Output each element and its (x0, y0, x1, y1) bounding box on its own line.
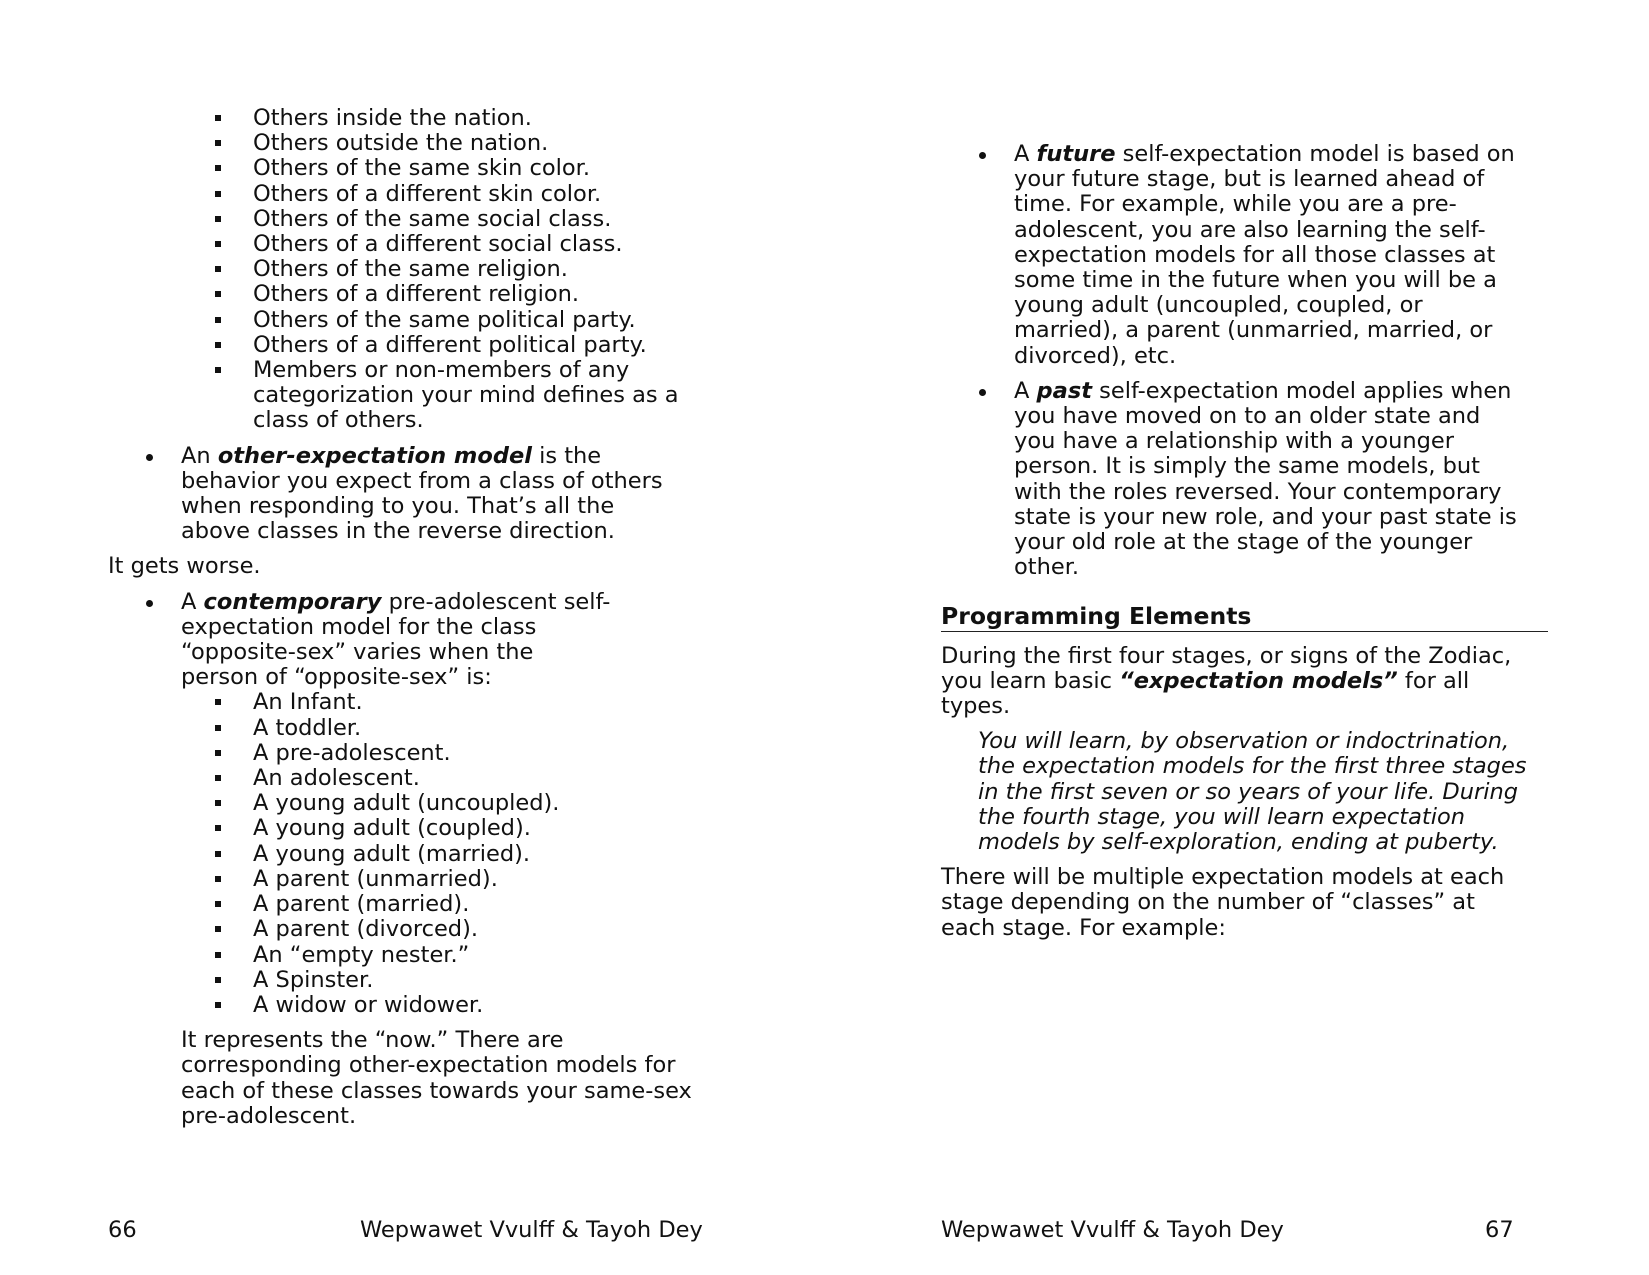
list-item: A widow or widower. (215, 993, 613, 1018)
stage-list (215, 690, 613, 1018)
term-past: past (1036, 377, 1092, 404)
future-item: A future self-expectation model is based on your future stage, but is learned ahead of time. For example, while you are a pre-adolescent, you are also learning the self-expectation models for all those classes at some time in the future when you will be a young adult (uncoupled, coupled, or married), a parent (unmarried, married, or divorced), etc. (976, 142, 1526, 369)
list-item: Others of the same political party. (215, 308, 685, 333)
footer-authors-right: Wepwawet Vvulff & Tayoh Dey (941, 1217, 1284, 1243)
term-other-expectation-model: other-expectation model (217, 442, 532, 469)
right-page (825, 0, 1649, 1275)
contemporary-item: A contemporary pre-adolescent self-expectation model for the class “opposite-sex” varies when the person of “opposite-sex” is: An Infant. A toddler. A pre-adolescent. An adolescent. A young adult (uncoupled). A young adult (coupled). A young adult (married). A parent (unmarried). A parent (married). A parent (divorced). An “empty nester.” A Spinster. A widow or widower. (143, 590, 613, 1018)
left-column (108, 106, 728, 1129)
list-item: Others of a different political party. (215, 333, 685, 358)
page-number-left: 66 (108, 1217, 137, 1243)
list-item: A young adult (married). (215, 842, 613, 867)
it-gets-worse: It gets worse. (108, 553, 261, 580)
list-item: Others inside the nation. (215, 106, 685, 131)
section-heading: Programming Elements (941, 604, 1548, 631)
page-number-right: 67 (1485, 1217, 1514, 1243)
list-item: An “empty nester.” (215, 943, 613, 968)
list-item: Others outside the nation. (215, 131, 685, 156)
model-type-list (976, 142, 1526, 580)
intro-paragraph: During the first four stages, or signs of the Zodiac, you learn basic “expectation models” for all types. (941, 642, 1512, 720)
past-item: A past self-expectation model applies when you have moved on to an older state and you have a relationship with a younger person. It is simply the same models, but with the roles reversed. Your contemporary state is your new role, and your past state is your old role at the stage of the younger other. (976, 379, 1526, 581)
list-item: A young adult (uncoupled). (215, 791, 613, 816)
list-item: Others of a different skin color. (215, 182, 685, 207)
list-item: A Spinster. (215, 968, 613, 993)
list-item: Others of the same skin color. (215, 156, 685, 181)
list-item: An Infant. (215, 690, 613, 715)
list-item: A pre-adolescent. (215, 741, 613, 766)
list-item: A parent (married). (215, 892, 613, 917)
contemporary-list (143, 590, 613, 1018)
list-item: Others of the same social class. (215, 207, 685, 232)
list-item: Members or non-members of any categorization your mind defines as a class of others. (215, 358, 685, 434)
list-item: Others of a different religion. (215, 282, 685, 307)
other-model-list (143, 444, 683, 545)
class-list (215, 106, 685, 434)
list-item: A parent (unmarried). (215, 867, 613, 892)
list-item: Others of the same religion. (215, 257, 685, 282)
term-expectation-models: “expectation models” (1119, 667, 1398, 694)
other-model-item: An other-expectation model is the behavior you expect from a class of others when responding to you. That’s all the above classes in the reverse direction. (143, 444, 683, 545)
right-column (941, 142, 1601, 941)
term-future: future (1036, 141, 1116, 167)
list-item: A toddler. (215, 716, 613, 741)
list-item: A parent (divorced). (215, 917, 613, 942)
list-item: A young adult (coupled). (215, 816, 613, 841)
represents-paragraph: It represents the “now.” There are corresponding other-expectation models for each of these classes towards your same-sex pre-adolescent. (181, 1027, 692, 1129)
quote-paragraph: You will learn, by observation or indoctrination, the expectation models for the first three stages in the first seven or so years of your life. During the fourth stage, you will learn expectation models by self-exploration, ending at puberty. (978, 728, 1527, 856)
footer-authors-left: Wepwawet Vvulff & Tayoh Dey (360, 1217, 703, 1243)
list-item: Others of a different social class. (215, 232, 685, 257)
list-item: An adolescent. (215, 766, 613, 791)
closing-paragraph: There will be multiple expectation models at each stage depending on the number of “classes” at each stage. For example: (941, 864, 1505, 941)
term-contemporary: contemporary (203, 588, 382, 615)
